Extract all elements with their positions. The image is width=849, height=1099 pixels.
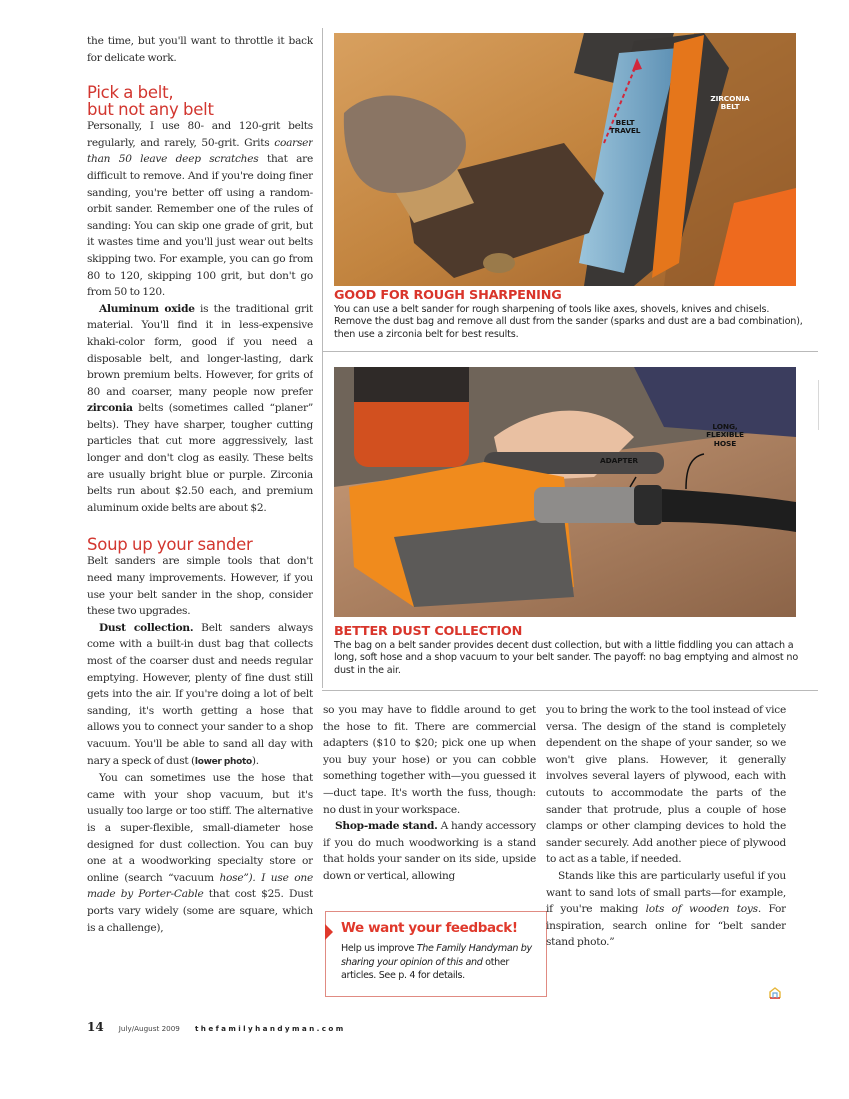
heading-line: Pick a belt, — [87, 83, 174, 103]
caption-text: The bag on a belt sander provides decent dust collection, but with a little fiddling you can attach a long, soft hose and a shop vacuum to your belt sander. The payoff: no bag emptying and almost no dust in the air. — [334, 640, 799, 676]
caption-rule-2 — [322, 690, 818, 691]
dust-adapter — [534, 487, 644, 523]
sharpening-illustration — [334, 33, 796, 286]
photo-dust-collection — [334, 367, 796, 617]
heading-pick-a-belt — [87, 84, 313, 118]
text-run: For inspiration, search online for “belt sander stand photo.” — [546, 903, 786, 949]
callout-belt-travel: BELT TRAVEL — [609, 118, 641, 136]
caption-rule-1 — [322, 351, 818, 352]
heading-soup-up: Soup up your sander — [87, 535, 253, 555]
paragraph-aluminum-oxide — [87, 301, 313, 517]
photo-sharpening-axe — [334, 33, 796, 286]
text-run: Personally, I use 80- and 120-grit belts regularly, and rarely, 50-grit. Grits — [87, 120, 313, 149]
text-run: other articles. See p. 4 for details. — [341, 956, 509, 981]
paragraph-intro: the time, but you'll want to throttle it back for delicate work. — [87, 35, 313, 64]
caption-title: BETTER DUST COLLECTION — [334, 624, 523, 639]
text-run: that cost $25. Dust ports vary widely (some are square, which is a challenge), — [87, 888, 313, 934]
paragraph-shop-stand — [323, 818, 536, 884]
vacuum-lid — [354, 367, 469, 402]
text-run: that are difficult to remove. And if you're doing finer sanding, you're better off using a random-orbit sander. Remember one of the rules of sanding: You can skip one grade of grit, but it wastes time and you'll just wear out belts skipping two. For example, you can go from 80 to 120, skipping 100 grit, but don't go from 50 to 120. — [87, 153, 313, 299]
paragraph-stand-design: you to bring the work to the tool instead of vice versa. The design of the stand is completely dependent on the shape of your sander, so we won't give plans. However, it generally involves several layers of plywood, each with cutouts to accommodate the parts of the sander that protrude, plus a couple of hose clamps or other clamping devices to hold the sander securely. Add another piece of plywood to act as a table, if needed. — [546, 704, 786, 866]
column-divider — [322, 28, 323, 688]
caption-title: GOOD FOR ROUGH SHARPENING — [334, 288, 562, 303]
italic-run: lots of wooden toys. — [645, 903, 761, 916]
italic-run: The Family Handyman by sharing your opinion of this and — [341, 943, 532, 968]
paragraph-personally — [87, 118, 313, 301]
feedback-box[interactable] — [325, 911, 547, 997]
feedback-body — [341, 942, 546, 983]
axe-eye — [483, 253, 515, 273]
callout-adapter: ADAPTER — [599, 456, 639, 465]
hose-cuff — [634, 485, 662, 525]
callout-long-flexible-hose: LONG, FLEXIBLE HOSE — [706, 422, 744, 448]
photo-reference: lower photo — [194, 756, 252, 767]
text-run: You can sometimes use the hose that came with your shop vacuum, but it's usually too large or too stiff. The alternative is a super-flexible, small-diameter hose designed for dust collection. You can buy one at a woodworking specialty store or online (search “vacuum — [87, 772, 313, 884]
paragraph-soup: Belt sanders are simple tools that don't need many improvements. However, if you use your belt sander in the shop, consider these two upgrades. — [87, 555, 313, 618]
text-run: ). — [251, 754, 259, 767]
italic-run: hose”). I use one made by Porter-Cable — [87, 871, 313, 901]
italic-run: coarser than 50 leave deep scratches — [87, 136, 313, 166]
page-footer — [87, 1016, 346, 1035]
bold-run: zirconia — [87, 402, 133, 415]
paragraph-dust-collection — [87, 620, 313, 770]
text-run: A handy accessory if you do much woodworking is a stand that holds your sander on its side, upside down or vertical, allowing — [323, 820, 536, 882]
end-of-article-house-icon — [769, 987, 781, 999]
dust-collection-illustration — [334, 367, 796, 617]
callout-zirconia-belt: ZIRCONIA BELT — [710, 94, 750, 112]
text-run: Belt sanders always come with a built-in dust bag that collects most of the coarser dust and needs regular emptying. However, plenty of fine dust still gets into the air. If you're doing a lot of belt sanding, it's worth getting a hose that allows you to connect your sander to a shop vacuum. You'll be able to sand all day with nary a speck of dust ( — [87, 621, 313, 767]
text-run: belts (sometimes called “planer” belts). They have sharper, tougher cutting particles that cut more aggressively, last longer and don't clog as easily. These belts are usually bright blue or purple. Zirconia belts run about $2.50 each, and premium aluminum oxide belts are about $2. — [87, 402, 313, 514]
photo-frame-right — [818, 380, 819, 430]
paragraph-hose — [87, 770, 313, 936]
triangle-pointer-icon — [325, 924, 333, 940]
website-url[interactable]: thefamilyhandyman.com — [194, 1024, 346, 1033]
text-column-2 — [323, 702, 536, 907]
text-run: Help us improve — [341, 943, 417, 954]
paragraph-stands-useful — [546, 868, 786, 951]
paragraph-adapters: so you may have to fiddle around to get the hose to fit. There are commercial adapters ($10 to $20; pick one up when you buy your hose) or you can cobble something together with—you guessed it—duct tape. It's worth the fuss, though: no dust in your workspace. — [323, 704, 536, 816]
page-number: 14 — [87, 1020, 104, 1034]
bold-lead: Aluminum oxide — [99, 302, 195, 315]
feedback-title: We want your feedback! — [341, 920, 518, 936]
caption-text: You can use a belt sander for rough sharpening of tools like axes, shovels, knives and chisels. Remove the dust bag and remove all dust from the sander (sparks and dust are a bad combination), then use a zirconia belt for best results. — [334, 304, 803, 340]
heading-line: but not any belt — [87, 100, 214, 120]
caption-dust-collection — [334, 624, 804, 677]
text-run: Stands like this are particularly useful if you want to sand lots of small parts—for example, if you're making — [546, 869, 786, 916]
bold-lead: Shop-made stand. — [335, 820, 438, 833]
caption-sharpening — [334, 288, 804, 341]
text-run: is the traditional grit material. You'll find it in less-expensive khaki-color form, good if you need a disposable belt, and longer-lasting, dark brown premium belts. However, for grits of 80 and coarser, many people now prefer — [87, 302, 313, 398]
text-column-1 — [87, 33, 313, 1009]
bold-lead: Dust collection. — [99, 621, 194, 634]
text-column-3 — [546, 702, 786, 1002]
issue-date: July/August 2009 — [118, 1024, 180, 1033]
